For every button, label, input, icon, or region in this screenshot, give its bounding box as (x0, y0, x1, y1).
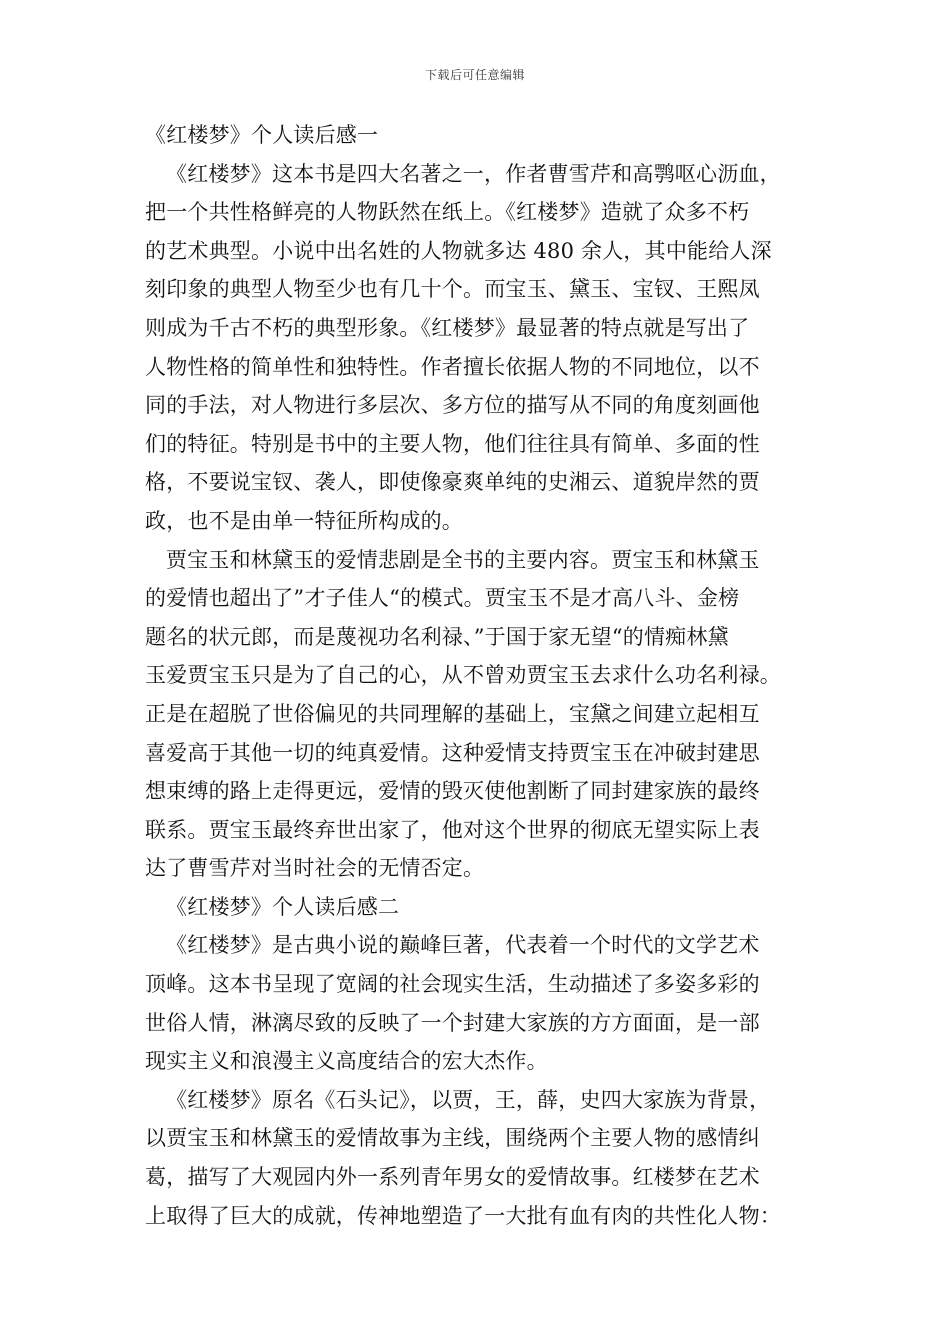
text-line: 《红楼梦》个人读后感一 (145, 123, 379, 147)
text-line: 联系。贾宝玉最终弃世出家了，他对这个世界的彻底无望实际上表 (145, 817, 760, 842)
text-line: 上取得了巨大的成就，传神地塑造了一大批有血有肉的共性化人物： (145, 1203, 781, 1228)
text-line: 刻印象的典型人物至少也有几十个。而宝玉、黛玉、宝钗、王熙凤 (145, 277, 760, 302)
text-line: 顶峰。这本书呈现了宽阔的社会现实生活，生动描述了多姿多彩的 (145, 972, 760, 997)
text-line: 的爱情也超出了”才子佳人“的模式。贾宝玉不是才高八斗、金榜 (145, 586, 740, 611)
text-line: 《红楼梦》是古典小说的巅峰巨著，代表着一个时代的文学艺术 (166, 933, 760, 958)
text-line: 则成为千古不朽的典型形象。《红楼梦》最显著的特点就是写出了 (145, 315, 750, 340)
text-line: 人物性格的简单性和独特性。作者擅长依据人物的不同地位，以不 (145, 354, 760, 379)
text-line: 达了曹雪芹对当时社会的无情否定。 (145, 856, 485, 881)
text-line: 《红楼梦》原名《石头记》，以贾，王，薛，史四大家族为背景， (166, 1087, 771, 1112)
text-line: 葛，描写了大观园内外一系列青年男女的爱情故事。红楼梦在艺术 (145, 1165, 760, 1190)
text-line: 政，也不是由单一特征所构成的。 (145, 508, 463, 533)
text-line: 格，不要说宝钗、袭人，即使像豪爽单纯的史湘云、道貌岸然的贾 (145, 470, 760, 495)
text-line: 现实主义和浪漫主义高度结合的宏大杰作。 (145, 1049, 548, 1074)
text-line: 想束缚的路上走得更远，爱情的毁灭使他割断了同封建家族的最终 (145, 779, 760, 804)
text-line: 们的特征。特别是书中的主要人物，他们往往具有简单、多面的性 (145, 431, 760, 456)
document-body (145, 116, 817, 1235)
text-line: 玉爱贾宝玉只是为了自己的心，从不曾劝贾宝玉去求什么功名利禄。 (145, 663, 781, 688)
text-line: 世俗人情，淋漓尽致的反映了一个封建大家族的方方面面，是一部 (145, 1010, 760, 1035)
text-line: 《红楼梦》个人读后感二 (166, 894, 400, 919)
text-line: 的艺术典型。小说中出名姓的人物就多达 480 余人，其中能给人深 (145, 238, 772, 263)
text-line: 把一个共性格鲜亮的人物跃然在纸上。《红楼梦》造就了众多不朽 (145, 200, 750, 225)
text-line: 喜爱高于其他一切的纯真爱情。这种爱情支持贾宝玉在冲破封建思 (145, 740, 760, 765)
text-line: 贾宝玉和林黛玉的爱情悲剧是全书的主要内容。贾宝玉和林黛玉 (166, 547, 760, 572)
text-line: 同的手法，对人物进行多层次、多方位的描写从不同的角度刻画他 (145, 393, 760, 418)
page-header-note: 下载后可任意编辑 (424, 68, 525, 82)
text-line: 以贾宝玉和林黛玉的爱情故事为主线，围绕两个主要人物的感情纠 (145, 1126, 760, 1151)
text-line: 《红楼梦》这本书是四大名著之一，作者曹雪芹和高鹗呕心沥血， (166, 161, 781, 186)
text-line: 正是在超脱了世俗偏见的共同理解的基础上，宝黛之间建立起相互 (145, 701, 760, 726)
text-line: 题名的状元郎，而是蔑视功名利禄、”于国于家无望“的情痴林黛 (145, 624, 729, 649)
